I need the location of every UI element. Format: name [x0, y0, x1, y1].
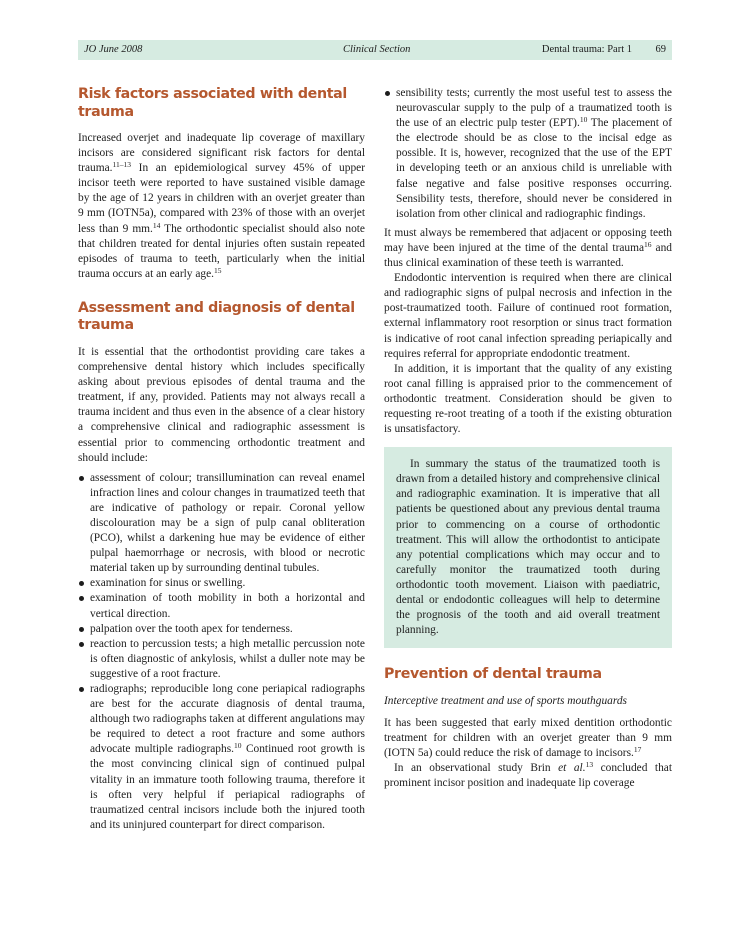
heading-risk-factors: Risk factors associated with dental trauma: [78, 86, 347, 120]
right-column: [384, 86, 672, 791]
citation: 15: [213, 265, 222, 275]
citation: 10: [233, 741, 242, 751]
citation: 14: [152, 220, 161, 230]
list-item-sensibility: sensibility tests; currently the most useful test to assess the neurovascular supply to the pulp of a traumatized tooth is the use of an electric pulp tester (EPT).$^{10}$ The placement of the electrode should be as close to the incisal edge as possible. It is, however, recognized that the use of the EPT in developing teeth or an anxious child is unreliable with false negative and false positive responses occurring. Sensibility tests, therefore, should never be considered in isolation from other clinical and radiographic findings.: [384, 86, 672, 222]
subheading-interceptive: Interceptive treatment and use of sports mouthguards: [384, 694, 627, 707]
summary-box: [384, 447, 672, 648]
citation: 16: [644, 239, 652, 249]
heading-assessment-diagnosis: Assessment and diagnosis of dental trauma: [78, 299, 355, 334]
paragraph-risk-factors: Increased overjet and inadequate lip coverage of maxillary incisors are considered significant risk factors for dental trauma.$^{11-13}$ In an epidemiological survey 45% of upper incisor teeth were reported to have sustained visible damage by the age of 12 years in children with an overjet greater than 9 mm (IOTN5a), compared with 23% of those with an overjet less than 9 mm.$^{14}$ The orthodontic specialist should also note that children treated for dental injuries often sustain repeated episodes of trauma to teeth, particularly when the initial trauma occurs at an early age.$^{15}$: [78, 132, 365, 280]
section-label: Clinical Section: [343, 44, 411, 55]
left-column: [78, 86, 365, 833]
running-header: [78, 40, 672, 60]
journal-issue: JO June 2008: [84, 44, 143, 55]
citation: 13: [585, 760, 594, 770]
paragraph-prevention-1: It has been suggested that early mixed dentition orthodontic treatment for children with an overjet greater than 9 mm (IOTN 5a) could reduce the risk of damage to incisors.$^{17}$: [384, 716, 672, 760]
list-item: examination of tooth mobility in both a horizontal and vertical direction.: [78, 591, 365, 621]
page-number: 69: [655, 44, 666, 55]
citation: 10: [579, 115, 588, 125]
list-item-radiographs: radiographs; reproducible long cone periapical radiographs are best for the accurate diagnosis of dental trauma, although two radiographs taken at different angulations may be required to detect a root fracture and some authors advocate multiple radiographs.$^{10}$ Continued root growth is the most convincing clinical sign of continued pulpal vitality in an immature tooth following trauma, therefore it is often very helpful if periapical radiographs of traumatized central incisors include both the injured tooth and its uninjured counterpart for direct comparison.: [78, 682, 365, 833]
citation: 17: [633, 745, 642, 755]
assessment-list-continued: [384, 86, 672, 222]
citation: 11–13: [112, 160, 131, 170]
paragraph-adjacent-teeth: It must always be remembered that adjacent or opposing teeth may have been injured at the time of the dental trauma$^{16}$ and thus clinical examination of these teeth is warranted.: [384, 226, 672, 270]
paragraph-root-filling: In addition, it is important that the quality of any existing root canal filling is appraised prior to the commencement of orthodontic treatment. Consideration should be given to requesting re-root treating of a tooth if the existing obturation is unsatisfactory.: [384, 362, 672, 436]
list-item: palpation over the tooth apex for tenderness.: [78, 622, 365, 637]
summary-text: In summary the status of the traumatized tooth is drawn from a detailed history and comprehensive clinical and radiographic examination. It is imperative that all patients be questioned about any previous dental trauma prior to commencing on a course of orthodontic treatment. This will allow the orthodontist to anticipate any potential complications which may occur and to carefully monitor the traumatized tooth during orthodontic tooth movement. Liaison with paediatric, dental or endodontic colleagues will help to determine the prognosis of the tooth and aid overall treatment planning.: [396, 458, 660, 637]
heading-prevention: Prevention of dental trauma: [384, 666, 602, 683]
list-item: examination for sinus or swelling.: [78, 576, 365, 591]
assessment-list: [78, 471, 365, 833]
list-item: assessment of colour; transillumination can reveal enamel infraction lines and colour changes in traumatized teeth that are indicative of pathology or repair. Coronal yellow discolouration may be a sign of pulp canal obliteration (PCO), whilst a darkening hue may be evidence of either pulpal haemorrhage or necrosis, with blood or necrotic material taken up by surrounding dentinal tubules.: [78, 471, 365, 577]
paragraph-prevention-2: In an observational study Brin et al.$^{13}$ concluded that prominent incisor position and inadequate lip coverage: [384, 760, 672, 790]
paragraph-assessment-intro: It is essential that the orthodontist providing care takes a comprehensive dental history which includes specifically asking about previous episodes of dental trauma and the treatment, if any, provided. Patients may not always recall a trauma incident and thus even in the absence of a clear history a comprehensive clinical and radiographic assessment is essential prior to commencing orthodontic treatment and should include:: [78, 345, 365, 464]
paragraph-endodontic: Endodontic intervention is required when there are clinical and radiographic signs of pulpal necrosis and infection in the post-traumatized tooth. Failure of continued root formation, external inflammatory root resorption or sinus tract formation is indicative of root canal infection spreading periapically and requires referral for appropriate endodontic treatment.: [384, 272, 672, 360]
list-item: reaction to percussion tests; a high metallic percussion note is often diagnostic of ankylosis, whilst a duller note may be suggestive of a root fracture.: [78, 637, 365, 682]
running-title: Dental trauma: Part 1: [541, 44, 632, 55]
